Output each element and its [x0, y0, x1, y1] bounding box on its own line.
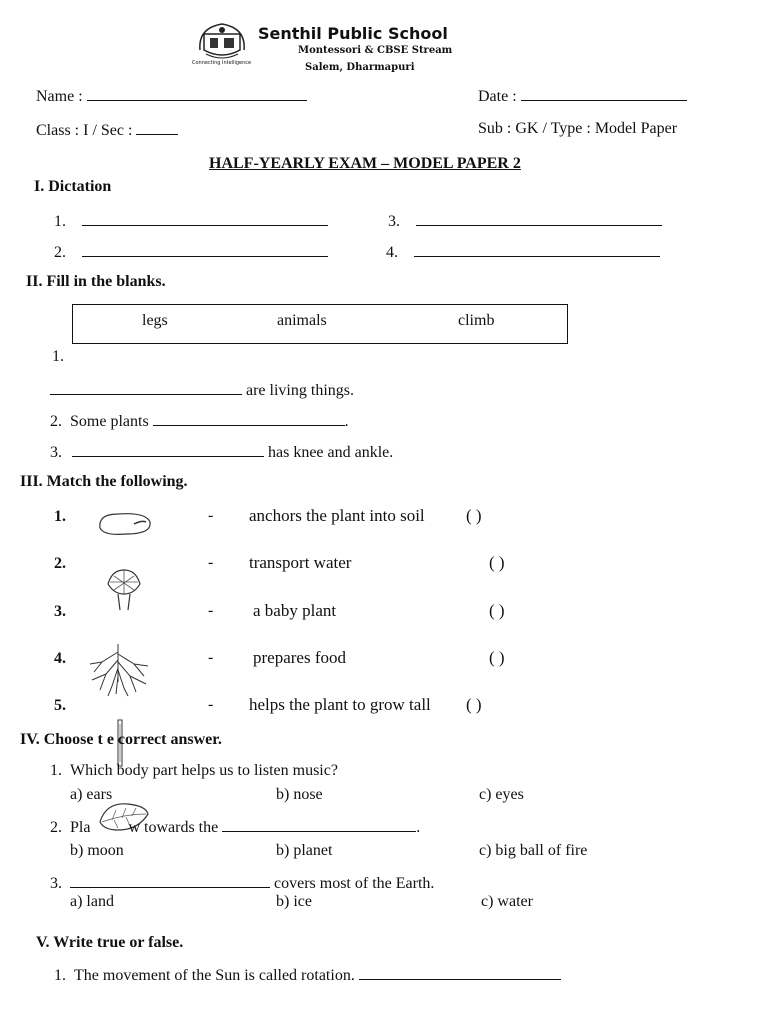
match-num: 2. [54, 555, 66, 572]
match-num: 4. [54, 650, 66, 667]
dictation-item-3[interactable] [388, 211, 662, 231]
dictation-item-1[interactable] [54, 211, 328, 231]
dictation-num: 4. [386, 244, 398, 261]
mcq-question-2 [50, 817, 420, 837]
mcq-end: . [416, 819, 421, 836]
match-text: transport water [249, 553, 352, 572]
dictation-blank[interactable] [414, 242, 660, 257]
match-bracket[interactable]: ( ) [466, 506, 482, 525]
dictation-item-2[interactable] [54, 242, 328, 262]
class-field[interactable] [36, 120, 178, 140]
mcq-num: 1. [50, 762, 62, 779]
date-blank[interactable] [521, 86, 687, 101]
dictation-blank[interactable] [82, 242, 328, 257]
word-legs: legs [142, 312, 168, 329]
logo-tagline: Connecting Intelligence [192, 60, 252, 66]
dictation-num: 2. [54, 244, 66, 261]
dictation-num: 3. [388, 213, 400, 230]
dictation-num: 1. [54, 213, 66, 230]
mcq-num: 3. [50, 875, 62, 892]
fill-item-1[interactable] [50, 380, 354, 400]
school-stream: Montessori & CBSE Stream [298, 45, 453, 56]
mcq-question-3 [50, 873, 434, 893]
flower-bud-icon [104, 566, 144, 612]
mcq3-option-c[interactable]: c) water [481, 893, 533, 910]
section-choose-title: IV. Choose t e correct answer. [20, 731, 222, 748]
match-dash: - [208, 602, 214, 619]
class-label: Class : I / Sec : [36, 122, 133, 139]
name-label: Name : [36, 88, 83, 105]
name-field[interactable] [36, 86, 307, 106]
match-num: 5. [54, 697, 66, 714]
tf-num: 1. [54, 967, 66, 984]
mcq-question-1 [50, 762, 338, 780]
mcq1-option-b[interactable]: b) nose [276, 786, 323, 803]
fill-blank[interactable] [72, 442, 264, 457]
match-text: helps the plant to grow tall [249, 695, 431, 714]
subject-label: Sub : GK / Type : Model Paper [478, 120, 678, 137]
match-text: a baby plant [253, 601, 337, 620]
fill-text: are living things. [246, 382, 354, 399]
date-field[interactable] [478, 86, 687, 106]
mcq3-option-b[interactable]: b) ice [276, 893, 312, 910]
fill-num: 3. [50, 444, 62, 461]
match-text: anchors the plant into soil [249, 506, 425, 525]
fill-num: 2. [50, 413, 62, 430]
roots-icon [86, 642, 150, 698]
match-num: 3. [54, 603, 66, 620]
mcq2-option-a[interactable]: b) moon [70, 842, 124, 859]
word-climb: climb [458, 312, 495, 329]
dictation-blank[interactable] [416, 211, 662, 226]
mcq2-option-c[interactable]: c) big ball of fire [479, 842, 588, 859]
seed-icon [96, 510, 154, 538]
mcq-num: 2. [50, 819, 62, 836]
fill-item-3[interactable] [50, 442, 393, 462]
true-false-item-1[interactable] [54, 965, 561, 985]
mcq3-option-a[interactable]: a) land [70, 893, 114, 910]
match-dash: - [208, 649, 214, 666]
mcq1-option-c[interactable]: c) eyes [479, 786, 524, 803]
dictation-blank[interactable] [82, 211, 328, 226]
mcq-blank[interactable] [70, 873, 270, 888]
fill-blank[interactable] [153, 411, 345, 426]
fill-text: Some plants [70, 413, 149, 430]
school-location: Salem, Dharmapuri [305, 62, 415, 73]
match-dash: - [208, 696, 214, 713]
mcq-blank[interactable] [222, 817, 416, 832]
tf-blank[interactable] [359, 965, 561, 980]
section-match-title: III. Match the following. [20, 473, 188, 490]
word-animals: animals [277, 312, 327, 329]
mcq-text: Which body part helps us to listen music? [70, 762, 338, 779]
mcq2-option-b[interactable]: b) planet [276, 842, 333, 859]
match-bracket[interactable]: ( ) [489, 553, 505, 572]
fill-end: . [344, 413, 349, 430]
mcq1-option-a[interactable]: a) ears [70, 786, 113, 803]
match-num: 1. [54, 508, 66, 525]
section-true-false-title: V. Write true or false. [36, 934, 184, 951]
section-fill-blanks-title: II. Fill in the blanks. [26, 273, 166, 290]
school-name: Senthil Public School [258, 24, 448, 43]
match-dash: - [208, 507, 214, 524]
exam-title: HALF-YEARLY EXAM – MODEL PAPER 2 [209, 155, 521, 172]
match-text: prepares food [253, 648, 346, 667]
mcq-text: w towards the [128, 819, 219, 836]
tf-text: The movement of the Sun is called rotation. [74, 967, 355, 984]
dictation-item-4[interactable] [386, 242, 660, 262]
match-dash: - [208, 554, 214, 571]
fill-item-2[interactable] [50, 411, 349, 431]
fill-text: has knee and ankle. [268, 444, 394, 461]
match-bracket[interactable]: ( ) [466, 695, 482, 714]
fill-blank[interactable] [50, 380, 242, 395]
match-bracket[interactable]: ( ) [489, 648, 505, 667]
mcq-text: Pla [70, 819, 91, 836]
mcq-text: covers most of the Earth. [274, 875, 435, 892]
date-label: Date : [478, 88, 517, 105]
section-blank[interactable] [136, 120, 178, 135]
name-blank[interactable] [87, 86, 307, 101]
match-bracket[interactable]: ( ) [489, 601, 505, 620]
section-dictation-title: I. Dictation [34, 178, 112, 195]
fill-num-1: 1. [52, 348, 64, 365]
